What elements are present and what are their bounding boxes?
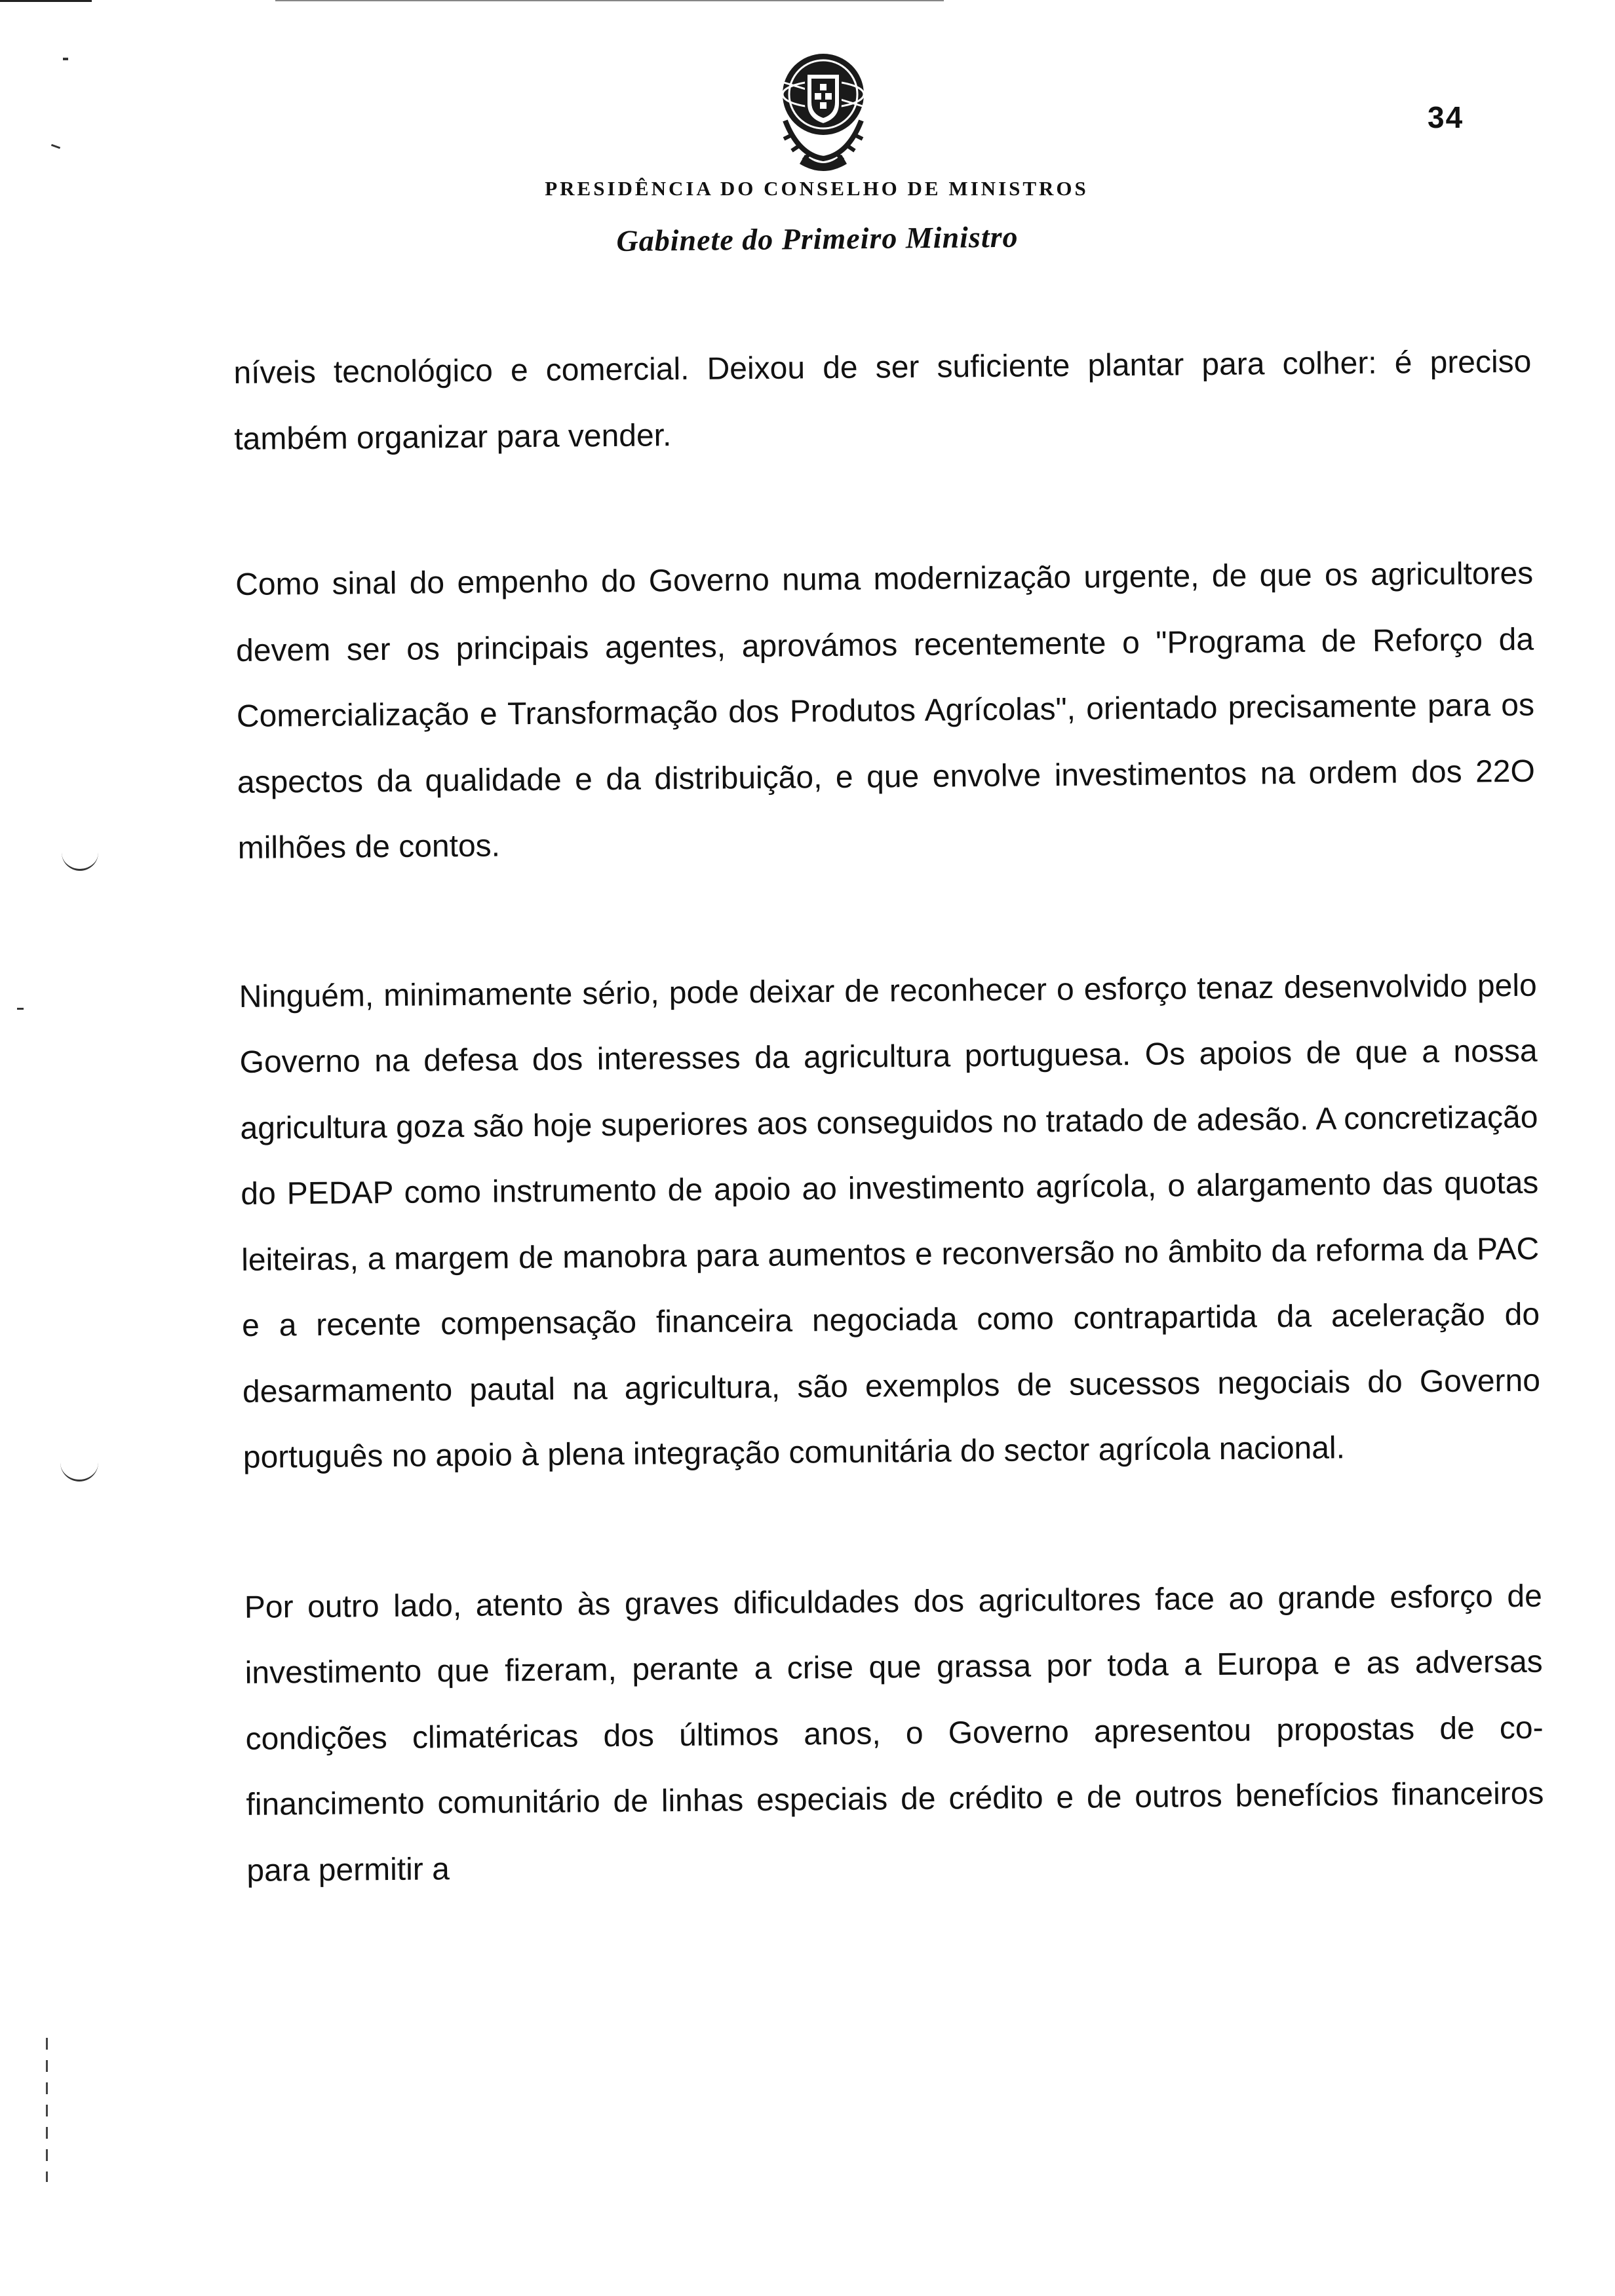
- body-text: [233, 330, 1545, 1904]
- scan-mark: [17, 1008, 24, 1010]
- scan-edge-line: [0, 0, 92, 2]
- scan-edge-line: [275, 0, 944, 1]
- institution-title: PRESIDÊNCIA DO CONSELHO DE MINISTROS: [545, 177, 1089, 200]
- paragraph: níveis tecnológico e comercial. Deixou de ser suficiente plantar para colher: é preciso também organizar para vender.: [233, 344, 1532, 457]
- margin-dashed-mark: [46, 2038, 48, 2182]
- paragraph: Ninguém, minimamente sério, pode deixar de reconhecer o esforço tenaz desenvolvido pelo Governo na defesa dos interesses da agricultura portuguesa. Os apoios de que a nossa agricultura goza são hoje superiores aos conseguidos no tratado de adesão. A concretização do PEDAP como instrumento de apoio ao investimento agrícola, o alargamento das quotas leiteiras, a margem de manobra para aumentos e reconversão no âmbito da reforma da PAC e a recente compensação financeira negociada como contrapartida da aceleração do desarmamento pautal na agricultura, são exemplos de sucessos negociais do Governo português no apoio à plena integração comunitária do sector agrícola nacional.: [239, 968, 1541, 1475]
- portuguese-coat-of-arms-icon: [766, 43, 881, 174]
- margin-check-mark: [62, 852, 98, 871]
- paragraph: Como sinal do empenho do Governo numa modernização urgente, de que os agricultores devem ser os principais agentes, aprovámos recentemente o "Programa de Reforço da Comercialização e Transformação dos Produtos Agrícolas", orientado precisamente para os aspectos da qualidade e da distribuição, e que envolve investimentos na ordem dos 22O milhões de contos.: [235, 556, 1536, 866]
- office-subtitle: Gabinete do Primeiro Ministro: [616, 220, 1019, 258]
- margin-check-mark: [60, 1463, 98, 1482]
- page-number: 34: [1428, 100, 1464, 134]
- scan-mark: [51, 144, 60, 149]
- scan-mark: [63, 58, 68, 60]
- paragraph: Por outro lado, atento às graves dificuldades dos agricultores face ao grande esforço de investimento que fizeram, perante a crise que grassa por toda a Europa e as adversas condições climatéricas dos últimos anos, o Governo apresentou propostas de co-financimento comunitário de linhas especiais de crédito e de outros benefícios financeiros para permitir a: [244, 1578, 1544, 1888]
